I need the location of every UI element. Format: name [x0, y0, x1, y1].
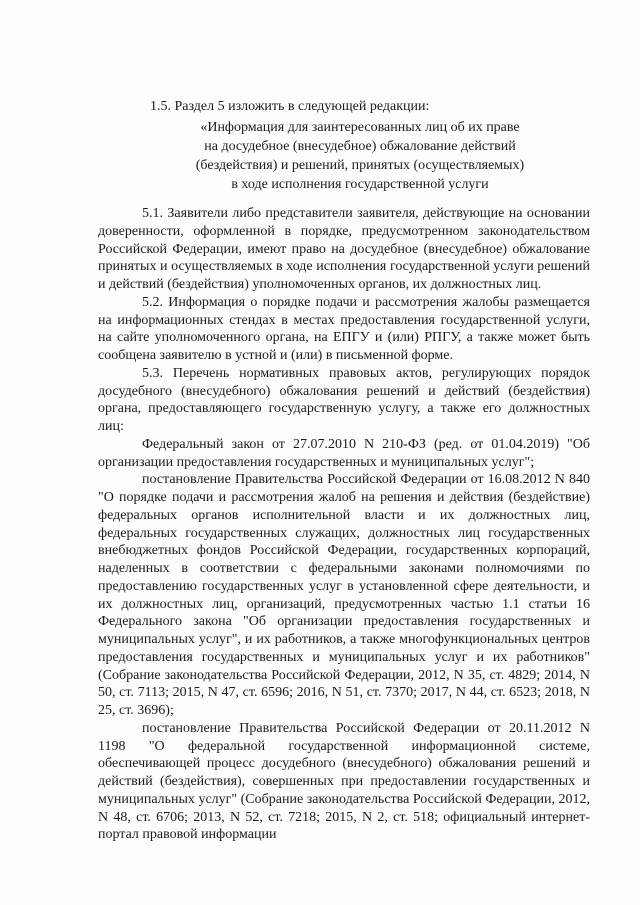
- heading-line: (бездействия) и решений, принятых (осуществляемых): [195, 158, 525, 173]
- law-item-decree-840: постановление Правительства Российской Федерации от 16.08.2012 N 840 "О порядке подачи и рассмотрения жалоб на решения и действия (бездействие) федеральных органов исполнительной власти и их должностных лиц, федеральных государственных служащих, должностных лиц государственных внебюджетных фондов Российской Федерации, государственных корпораций, наделенных в соответствии с федеральными законами полномочиями по предоставлению государственных услуг в установленной сфере деятельности, и их должностных лиц, организаций, предусмотренных частью 1.1 статьи 16 Федерального закона "Об организации предоставления государственных и муниципальных услуг", и их работников, а также многофункциональных центров предоставления государственных и муниципальных услуг и их работников" (Собрание законодательства Российской Федерации, 2012, N 35, ст. 4829; 2014, N 50, ст. 7113; 2015, N 47, ст. 6596; 2016, N 51, ст. 7370; 2017, N 44, ст. 6523; 2018, N 25, ст. 3696);: [98, 472, 590, 718]
- amendment-intro: 1.5. Раздел 5 изложить в следующей редакции:: [150, 99, 430, 114]
- heading-line: на досудебное (внесудебное) обжалование действий: [204, 139, 516, 154]
- document-body: [98, 205, 590, 844]
- paragraph-5-3: 5.3. Перечень нормативных правовых актов, регулирующих порядок досудебного (внесудебного) обжалования решений и действий (бездействия) органа, предоставляющего государственную услугу, а также его должностных лиц:: [98, 365, 590, 434]
- law-item-210-fz: Федеральный закон от 27.07.2010 N 210-ФЗ (ред. от 01.04.2019) "Об организации предоставления государственных и муниципальных услуг";: [98, 436, 590, 470]
- heading-line: в ходе исполнения государственной услуги: [231, 177, 489, 192]
- paragraph-5-1: 5.1. Заявители либо представители заявителя, действующие на основании доверенности, оформленной в порядке, предусмотренном законодательством Российской Федерации, имеют право на досудебное (внесудебное) обжалование принятых и осуществляемых в ходе исполнения государственной услуги решений и действий (бездействия) уполномоченных органов, их должностных лиц.: [98, 206, 590, 292]
- section-heading: [150, 118, 570, 194]
- law-item-decree-1198: постановление Правительства Российской Федерации от 20.11.2012 N 1198 "О федеральной государственной информационной системе, обеспечивающей процесс досудебного (внесудебного) обжалования решений и действий (бездействия), совершенных при предоставлении государственных и муниципальных услуг" (Собрание законодательства Российской Федерации, 2012, N 48, ст. 6706; 2013, N 52, ст. 7218; 2015, N 2, ст. 518; официальный интернет-портал правовой информации: [98, 720, 590, 843]
- heading-line: «Информация для заинтересованных лиц об их праве: [200, 120, 520, 135]
- paragraph-5-2: 5.2. Информация о порядке подачи и рассмотрения жалобы размещается на информационных стендах в местах предоставления государственной услуги, на сайте уполномоченного органа, на ЕПГУ и (или) РПГУ, а также может быть сообщена заявителю в устной и (или) в письменной форме.: [98, 294, 590, 363]
